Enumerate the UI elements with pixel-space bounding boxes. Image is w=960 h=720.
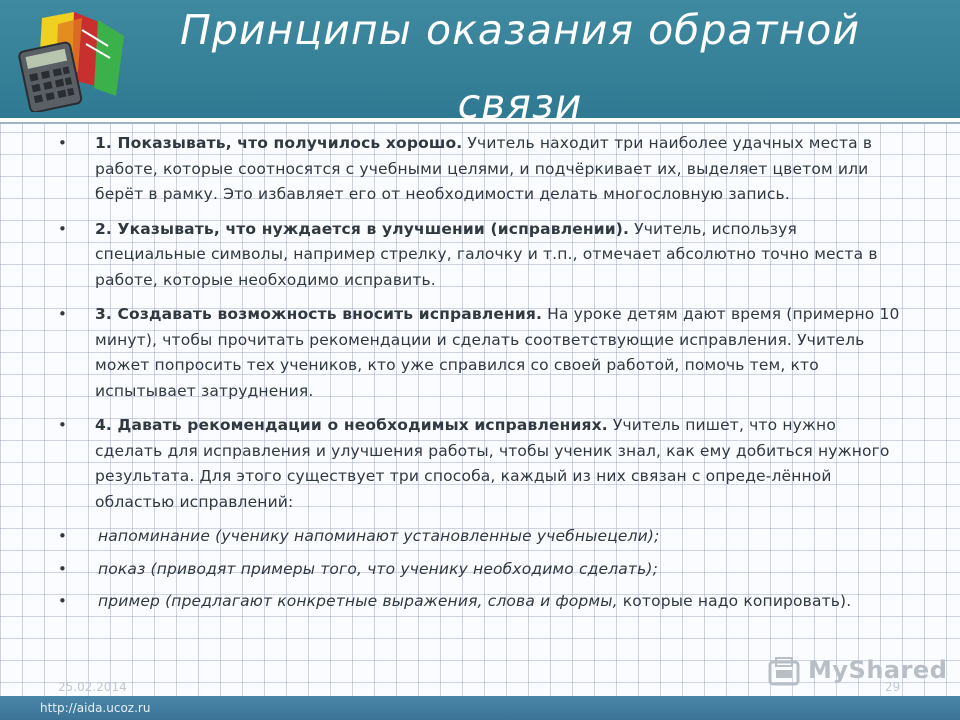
list-item (56, 302, 906, 404)
sub-list-item (56, 557, 906, 583)
item-lead: 4. Давать рекомендации о необходимых исправлениях. (95, 416, 608, 434)
sub-item-italic: напоминание (ученику напоминают установленные учебныецели); (98, 527, 660, 545)
watermark-text: MyShared (808, 656, 948, 684)
footer-url[interactable]: http://aida.ucoz.ru (40, 701, 151, 715)
title-line-2: связи (457, 80, 583, 128)
item-text: Учитель находит три наиболее удачных места в работе, которые соотносятся с учебными целями, и подчёркивает их, выделяет цветом или берёт в рамку. Это избавляет его от необходимости делать многословную запись. (95, 134, 873, 203)
item-text: Учитель, используя специальные символы, например стрелку, галочку и т.п., отмечает абсолютно точно места в работе, которые необходимо исправить. (95, 219, 878, 289)
bullet-list (56, 131, 906, 622)
sub-item-italic: показ (приводят примеры того, что ученику необходимо сделать); (98, 559, 658, 578)
header-bar (0, 0, 960, 128)
item-lead: 3. Создавать возможность вносить исправления. (95, 305, 543, 323)
item-lead: 1. Показывать, что получилось хорошо. (95, 134, 463, 152)
item-lead: 2. Указывать, что нуждается в улучшении (исправлении). (95, 219, 630, 238)
item-text: Учитель пишет, что нужно сделать для исправления и улучшения работы, чтобы ученик знал, как ему добиться нужного результата. Для этого существует три способа, каждый из них связан с опреде-лённой областью исправлений: (95, 416, 890, 511)
sub-item-italic: пример (предлагают конкретные выражения, слова и формы, (98, 592, 618, 610)
page-title (140, 0, 900, 134)
sub-item-plain: которые надо копировать). (617, 592, 852, 610)
list-item (56, 413, 906, 515)
list-item (56, 217, 906, 294)
title-line-1: Принципы оказания обратной (179, 6, 861, 54)
item-text: На уроке детям дают время (примерно 10 минут), чтобы прочитать рекомендации и сделать соответствующие исправления. Учитель может попросить тех учеников, кто уже справился со своей работой, помочь тем, кто испытывает затруднения. (95, 305, 900, 400)
sub-list-item (56, 524, 906, 550)
sub-list-item (56, 589, 906, 615)
list-item (56, 131, 906, 208)
page-number: 29 (885, 680, 901, 694)
calculator-logo-icon (12, 10, 130, 112)
footer-date: 25.02.2014 (58, 680, 127, 694)
